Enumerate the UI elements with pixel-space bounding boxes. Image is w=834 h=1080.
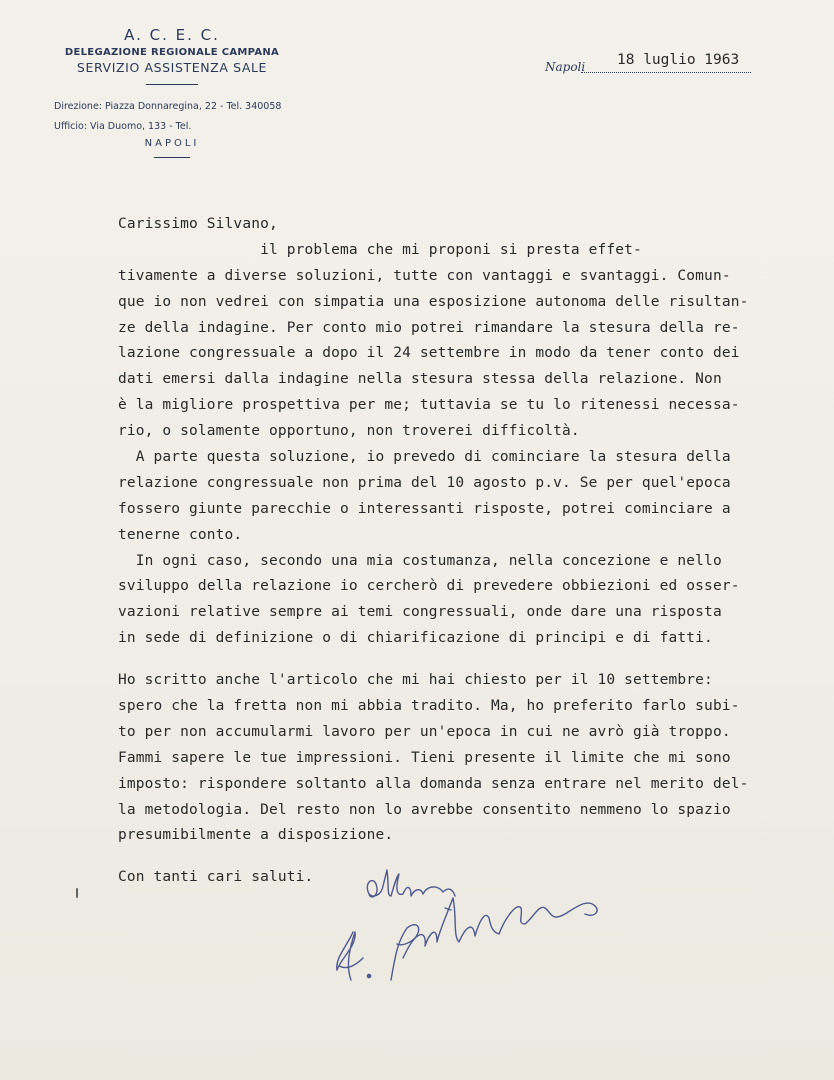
body-line: to per non accumularmi lavoro per un'epoca in cui ne avrò già troppo. xyxy=(118,723,731,740)
body-line: dati emersi dalla indagine nella stesura stessa della relazione. Non xyxy=(118,371,722,388)
letter-date: 18 luglio 1963 xyxy=(617,52,740,68)
body-line: il problema che mi proponi si presta effet- xyxy=(118,241,642,258)
body-line: Fammi sapere le tue impressioni. Tieni presente il limite che mi sono xyxy=(118,749,731,766)
organization-name: A. C. E. C. xyxy=(124,26,220,44)
letter-body xyxy=(118,212,818,891)
body-line: imposto: rispondere soltanto alla domanda senza entrare nel merito del- xyxy=(118,775,749,792)
body-line: la metodologia. Del resto non lo avrebbe consentito nemmeno lo spazio xyxy=(118,801,731,818)
dateline xyxy=(545,52,765,80)
body-line: è la migliore prospettiva per me; tuttavia se tu lo ritenessi necessa- xyxy=(118,397,740,414)
body-line: relazione congressuale non prima del 10 agosto p.v. Se per quel'epoca xyxy=(118,474,731,491)
delegation-name: DELEGAZIONE REGIONALE CAMPANA xyxy=(64,47,280,58)
letterhead-divider xyxy=(146,84,198,85)
closing: Con tanti cari saluti. xyxy=(118,869,314,886)
service-name: SERVIZIO ASSISTENZA SALE xyxy=(76,60,268,75)
body-line: ze della indagine. Per conto mio potrei rimandare la stesura della re- xyxy=(118,319,740,336)
body-line: fossero giunte parecchie o interessanti risposte, potrei cominciare a xyxy=(118,500,731,517)
date-place: Napoli xyxy=(545,60,586,74)
paper-mark xyxy=(76,888,78,898)
body-line: vazioni relative sempre ai temi congressuali, onde dare una risposta xyxy=(118,604,722,621)
body-line: que io non vedrei con simpatia una esposizione autonoma delle risultan- xyxy=(118,293,749,310)
letterhead-divider-bottom xyxy=(154,157,190,158)
body-line: tenerne conto. xyxy=(118,526,243,543)
address-ufficio: Ufficio: Via Duomo, 133 - Tel. xyxy=(54,121,192,132)
body-line: in sede di definizione o di chiarificazione di principi e di fatti. xyxy=(118,630,713,647)
body-line: In ogni caso, secondo una mia costumanza, nella concezione e nello xyxy=(118,552,722,569)
letterhead xyxy=(54,26,324,158)
salutation: Carissimo Silvano, xyxy=(118,216,278,232)
body-line: A parte questa soluzione, io prevedo di cominciare la stesura della xyxy=(118,449,731,466)
body-line: lazione congressuale a dopo il 24 settembre in modo da tener conto dei xyxy=(118,345,740,362)
address-direzione: Direzione: Piazza Donnaregina, 22 - Tel. 340058 xyxy=(54,101,282,112)
body-line: presumibilmente a disposizione. xyxy=(118,827,394,844)
paragraph-gap xyxy=(118,652,818,668)
body-line: sviluppo della relazione io cercherò di prevedere obbiezioni ed osser- xyxy=(118,578,740,595)
date-dotted-line xyxy=(581,72,751,73)
body-line: spero che la fretta non mi abbia tradito. Ma, ho preferito farlo subi- xyxy=(118,698,740,715)
body-line: Ho scritto anche l'articolo che mi hai chiesto per il 10 settembre: xyxy=(118,672,713,689)
body-line: tivamente a diverse soluzioni, tutte con vantaggi e svantaggi. Comun- xyxy=(118,267,731,284)
body-line: rio, o solamente opportuno, non troverei difficoltà. xyxy=(118,423,580,440)
handwritten-signature xyxy=(325,862,625,992)
letterhead-city: NAPOLI xyxy=(144,138,200,149)
